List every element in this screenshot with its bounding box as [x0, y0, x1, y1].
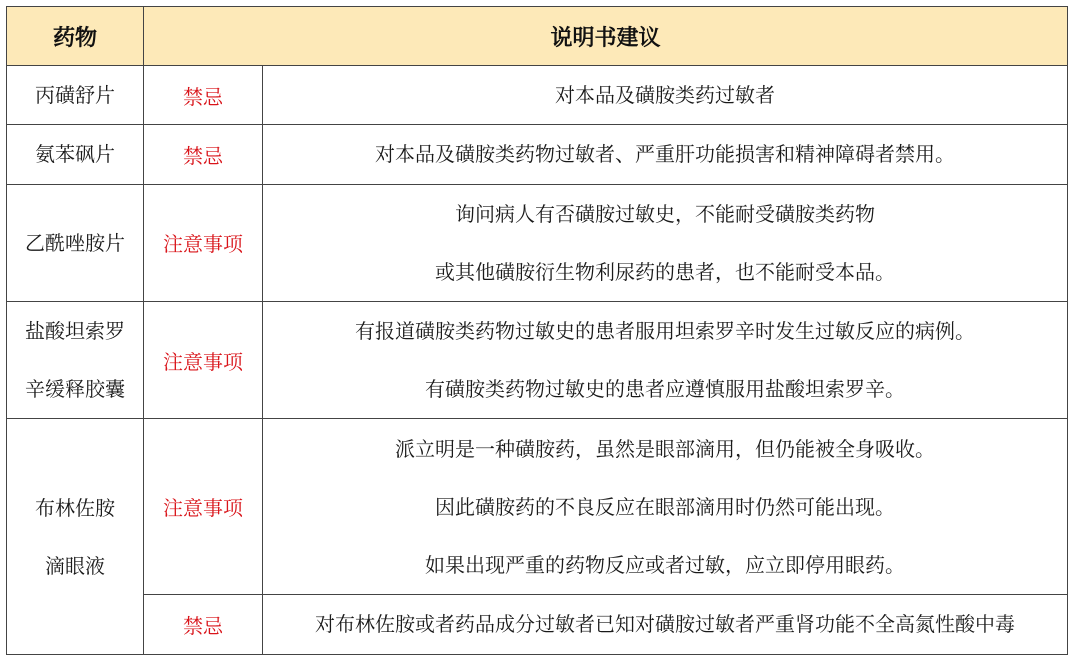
header-drug: 药物: [7, 7, 144, 66]
tag-cell: 注意事项: [144, 419, 263, 595]
instruction-cell: [263, 66, 1068, 125]
header-instructions: 说明书建议: [144, 7, 1068, 66]
tag-cell: 禁忌: [144, 594, 263, 654]
instruction-line: 对本品及磺胺类药物过敏者、严重肝功能损害和精神障碍者禁用。: [375, 142, 955, 167]
instruction-cell: [263, 419, 1068, 595]
instruction-cell: [263, 125, 1068, 184]
drug-name: 丙磺舒片: [35, 83, 115, 108]
table-header-row: [7, 7, 1068, 66]
table-row: [7, 125, 1068, 184]
table-row: [7, 594, 1068, 654]
drug-name-line: 盐酸坦索罗: [25, 319, 125, 344]
drug-name-cell: [7, 301, 144, 418]
instruction-line: 对本品及磺胺类药过敏者: [555, 83, 775, 108]
tag-cell: 注意事项: [144, 301, 263, 418]
tag-cell: 注意事项: [144, 184, 263, 301]
drug-name-cell: [7, 66, 144, 125]
table-row: [7, 66, 1068, 125]
instruction-line: 有磺胺类药物过敏史的患者应遵慎服用盐酸坦索罗辛。: [425, 377, 905, 402]
drug-name-cell: [7, 419, 144, 655]
drug-name-line: 布林佐胺: [35, 495, 115, 520]
instruction-line: 如果出现严重的药物反应或者过敏，应立即停用眼药。: [425, 552, 905, 577]
table-row: [7, 184, 1068, 301]
drug-name-cell: [7, 125, 144, 184]
table-row: [7, 301, 1068, 418]
drug-instructions-table: [6, 6, 1068, 655]
instruction-cell: [263, 594, 1068, 654]
instruction-line: 询问病人有否磺胺过敏史，不能耐受磺胺类药物: [455, 201, 875, 226]
drug-name-line: 滴眼液: [45, 553, 105, 578]
instruction-line: 派立明是一种磺胺药，虽然是眼部滴用，但仍能被全身吸收。: [395, 436, 935, 461]
drug-name-line: 辛缓释胶囊: [25, 377, 125, 402]
tag-cell: 禁忌: [144, 125, 263, 184]
drug-name: 乙酰唑胺片: [25, 230, 125, 255]
table-row: [7, 419, 1068, 595]
tag-cell: 禁忌: [144, 66, 263, 125]
instruction-line: 或其他磺胺衍生物利尿药的患者，也不能耐受本品。: [435, 259, 895, 284]
drug-name-cell: [7, 184, 144, 301]
instruction-line: 有报道磺胺类药物过敏史的患者服用坦索罗辛时发生过敏反应的病例。: [355, 319, 975, 344]
instruction-cell: [263, 301, 1068, 418]
drug-name: 氨苯砜片: [35, 142, 115, 167]
instruction-line: 对布林佐胺或者药品成分过敏者已知对磺胺过敏者严重肾功能不全高氮性酸中毒: [315, 612, 1015, 637]
instruction-cell: [263, 184, 1068, 301]
instruction-line: 因此磺胺药的不良反应在眼部滴用时仍然可能出现。: [435, 494, 895, 519]
